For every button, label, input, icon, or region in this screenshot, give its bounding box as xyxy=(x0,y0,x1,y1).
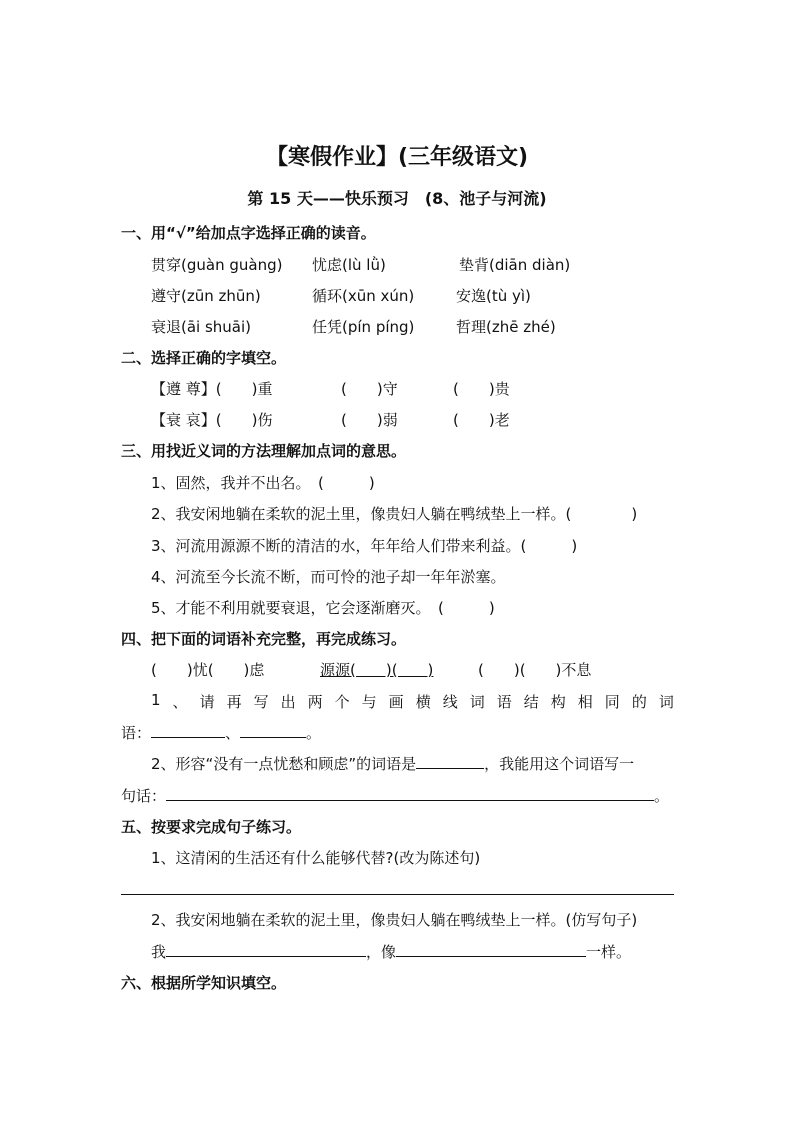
s5-question-1: 1、这清闲的生活还有什么能够代替?(改为陈述句) xyxy=(151,849,481,867)
pinyin-item: 循环(xūn xún) xyxy=(312,287,415,305)
q1-char: 再 xyxy=(226,693,242,711)
imitation-middle: ，像 xyxy=(366,943,397,961)
char-choice: 【遵 尊】( )重 xyxy=(151,380,273,398)
q1-char: 词 xyxy=(469,693,485,711)
idiom-fill-underlined: 源源( )( ) xyxy=(320,661,434,679)
synonym-question: 3、河流用源源不断的清洁的水，年年给人们带来利益。( ) xyxy=(151,537,578,555)
section-1-heading: 一、用“√”给加点字选择正确的读音。 xyxy=(121,224,376,242)
s5-imitation-line xyxy=(151,941,631,962)
q1-char: 出 xyxy=(280,693,296,711)
q1-char: 请 xyxy=(199,693,215,711)
section-6-heading: 六、根据所学知识填空。 xyxy=(121,974,287,992)
char-choice: ( )守 xyxy=(341,380,398,398)
q1-char: 与 xyxy=(361,693,377,711)
q2-line2-suffix: 。 xyxy=(654,787,670,805)
synonym-question: 1、固然，我并不出名。 ( ) xyxy=(151,474,375,492)
section-2-heading: 二、选择正确的字填空。 xyxy=(121,349,287,367)
idiom-fill: ( )忧( )虑 xyxy=(151,661,265,679)
page-subtitle: 第 15 天——快乐预习 (8、池子与河流) xyxy=(247,189,547,208)
q2-suffix: ，我能用这个词语写一 xyxy=(484,755,635,773)
section-3-heading: 三、用找近义词的方法理解加点词的意思。 xyxy=(121,442,407,460)
q1-char: 结 xyxy=(523,693,539,711)
q1-char: 线 xyxy=(442,693,458,711)
imitation-suffix: 一样。 xyxy=(586,943,632,961)
synonym-question: 5、才能不利用就要衰退，它会逐渐磨灭。 ( ) xyxy=(151,599,495,617)
q1-char: 、 xyxy=(172,693,188,711)
pinyin-item: 任凭(pín píng) xyxy=(312,318,415,336)
answer-blank[interactable] xyxy=(166,786,654,801)
q1-char: 构 xyxy=(550,693,566,711)
char-choice: ( )老 xyxy=(453,411,510,429)
pinyin-item: 哲理(zhē zhé) xyxy=(456,318,556,336)
pinyin-item: 垫背(diān diàn) xyxy=(459,256,571,274)
q1-char: 词 xyxy=(658,693,674,711)
s5-question-2: 2、我安闲地躺在柔软的泥土里，像贵妇人躺在鸭绒垫上一样。(仿写句子) xyxy=(151,911,638,929)
q1-separator: 、 xyxy=(225,724,241,742)
q1-char: 写 xyxy=(253,693,269,711)
q1-char: 1 xyxy=(151,691,161,709)
q2-prefix: 2、形容“没有一点忧愁和顾虑”的词语是 xyxy=(151,755,417,773)
q1-prefix: 语： xyxy=(121,724,152,742)
pinyin-item: 贯穿(guàn guàng) xyxy=(151,256,283,274)
q1-char: 同 xyxy=(604,693,620,711)
q1-char: 的 xyxy=(631,693,647,711)
page-title: 【寒假作业】(三年级语文) xyxy=(265,145,529,170)
s4-q2-line1 xyxy=(151,753,634,774)
pinyin-item: 衰退(āi shuāi) xyxy=(151,318,252,336)
section-4-heading: 四、把下面的词语补充完整，再完成练习。 xyxy=(121,630,407,648)
synonym-question: 2、我安闲地躺在柔软的泥土里，像贵妇人躺在鸭绒垫上一样。( ) xyxy=(151,505,638,523)
pinyin-item: 忧虑(lù lǜ) xyxy=(312,256,386,274)
answer-blank[interactable] xyxy=(416,754,484,769)
pinyin-item: 遵守(zūn zhūn) xyxy=(151,287,261,305)
q1-char: 相 xyxy=(577,693,593,711)
s4-q1-answer-line: 语： 、 。 xyxy=(121,724,322,742)
idiom-fill: ( )( )不息 xyxy=(478,661,592,679)
s4-q1-line xyxy=(151,691,674,712)
q1-char: 个 xyxy=(334,693,350,711)
answer-rule[interactable] xyxy=(121,894,674,895)
q2-line2-prefix: 句话： xyxy=(121,787,167,805)
answer-blank[interactable] xyxy=(396,942,586,957)
answer-blank[interactable] xyxy=(240,723,306,738)
synonym-question: 4、河流至今长流不断，而可怜的池子却一年年淤塞。 xyxy=(151,568,506,586)
section-5-heading: 五、按要求完成句子练习。 xyxy=(121,818,302,836)
pinyin-item: 安逸(tù yì) xyxy=(456,287,531,305)
answer-blank[interactable] xyxy=(151,723,225,738)
q1-char: 两 xyxy=(307,693,323,711)
q1-char: 语 xyxy=(496,693,512,711)
s4-q2-line2 xyxy=(121,785,669,806)
char-choice: 【衰 哀】( )伤 xyxy=(151,411,273,429)
char-choice: ( )弱 xyxy=(341,411,398,429)
char-choice: ( )贵 xyxy=(453,380,510,398)
answer-blank[interactable] xyxy=(166,942,366,957)
q1-char: 画 xyxy=(388,693,404,711)
q1-char: 横 xyxy=(415,693,431,711)
imitation-prefix: 我 xyxy=(151,943,167,961)
